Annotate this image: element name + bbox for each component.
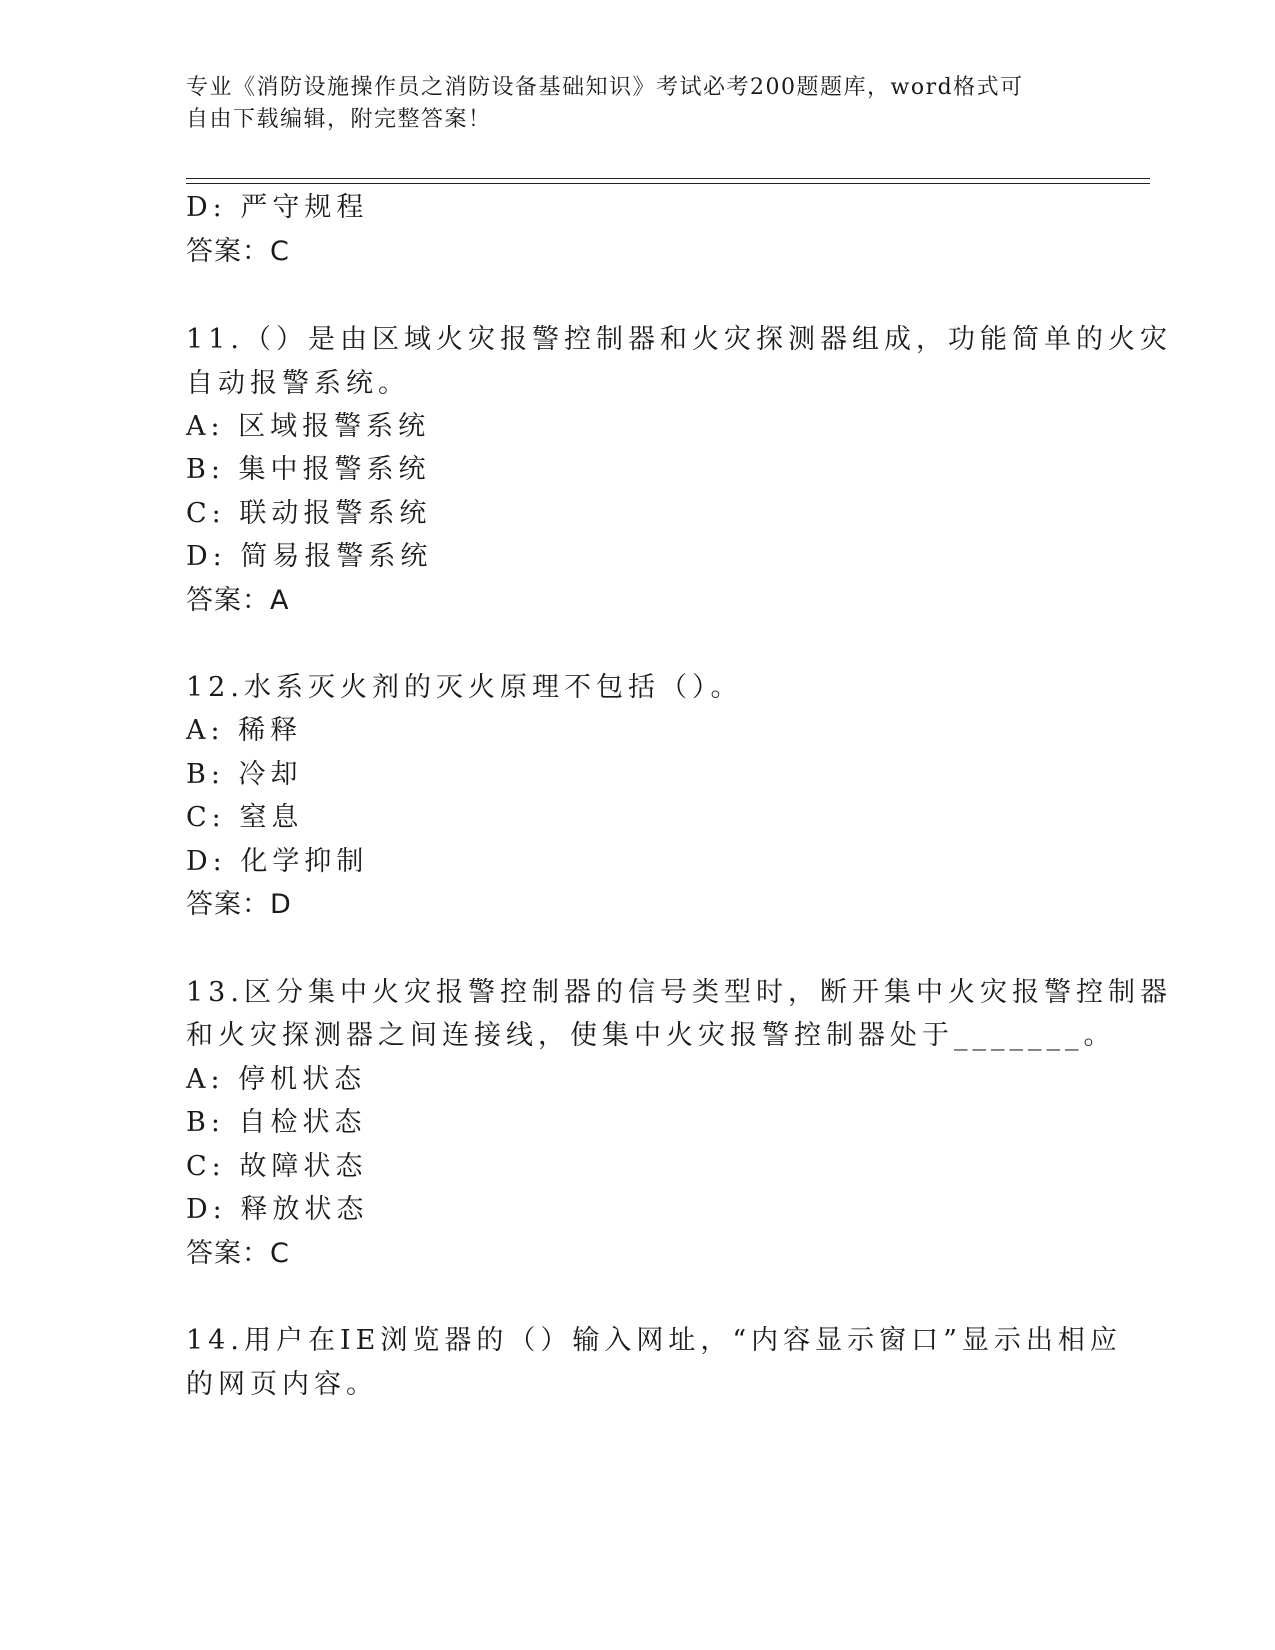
header-divider-top bbox=[186, 178, 1150, 179]
q11-stem-line-1: 11.（）是由区域火灾报警控制器和火灾探测器组成，功能简单的火灾 bbox=[186, 324, 1172, 355]
q11-option-c: C: 联动报警系统 bbox=[186, 498, 432, 529]
q13-option-a: A: 停机状态 bbox=[186, 1064, 367, 1095]
q10-option-d: D: 严守规程 bbox=[186, 192, 369, 223]
document-header bbox=[186, 72, 1066, 136]
q13-stem-line-2: 和火灾探测器之间连接线，使集中火灾报警控制器处于_______。 bbox=[186, 1020, 1116, 1051]
q13-option-b: B: 自检状态 bbox=[186, 1107, 367, 1138]
header-line-2: 自由下载编辑，附完整答案！ bbox=[186, 107, 492, 132]
header-divider-bottom bbox=[186, 183, 1150, 184]
q11-stem-line-2: 自动报警系统。 bbox=[186, 368, 410, 399]
q10-answer: 答案：C bbox=[186, 236, 290, 267]
q11-answer: 答案：A bbox=[186, 585, 290, 616]
q13-answer: 答案：C bbox=[186, 1238, 290, 1269]
q11-option-d: D: 简易报警系统 bbox=[186, 541, 433, 572]
header-line-1: 专业《消防设施操作员之消防设备基础知识》考试必考200题题库，word格式可 bbox=[186, 75, 1024, 100]
q14-stem-line-2: 的网页内容。 bbox=[186, 1369, 378, 1400]
q12-option-c: C: 窒息 bbox=[186, 802, 304, 833]
q13-option-c: C: 故障状态 bbox=[186, 1151, 368, 1182]
q11-option-a: A: 区域报警系统 bbox=[186, 411, 431, 442]
q12-option-b: B: 冷却 bbox=[186, 759, 303, 790]
q12-option-d: D: 化学抑制 bbox=[186, 846, 369, 877]
q11-option-b: B: 集中报警系统 bbox=[186, 454, 431, 485]
q12-stem-line-1: 12.水系灭火剂的灭火原理不包括（）。 bbox=[186, 672, 743, 703]
q12-option-a: A: 稀释 bbox=[186, 715, 303, 746]
q13-stem-line-1: 13.区分集中火灾报警控制器的信号类型时，断开集中火灾报警控制器 bbox=[186, 977, 1172, 1008]
q12-answer: 答案：D bbox=[186, 889, 292, 920]
q13-option-d: D: 释放状态 bbox=[186, 1194, 369, 1225]
q14-stem-line-1: 14.用户在IE浏览器的（）输入网址，“内容显示窗口”显示出相应 bbox=[186, 1325, 1122, 1356]
